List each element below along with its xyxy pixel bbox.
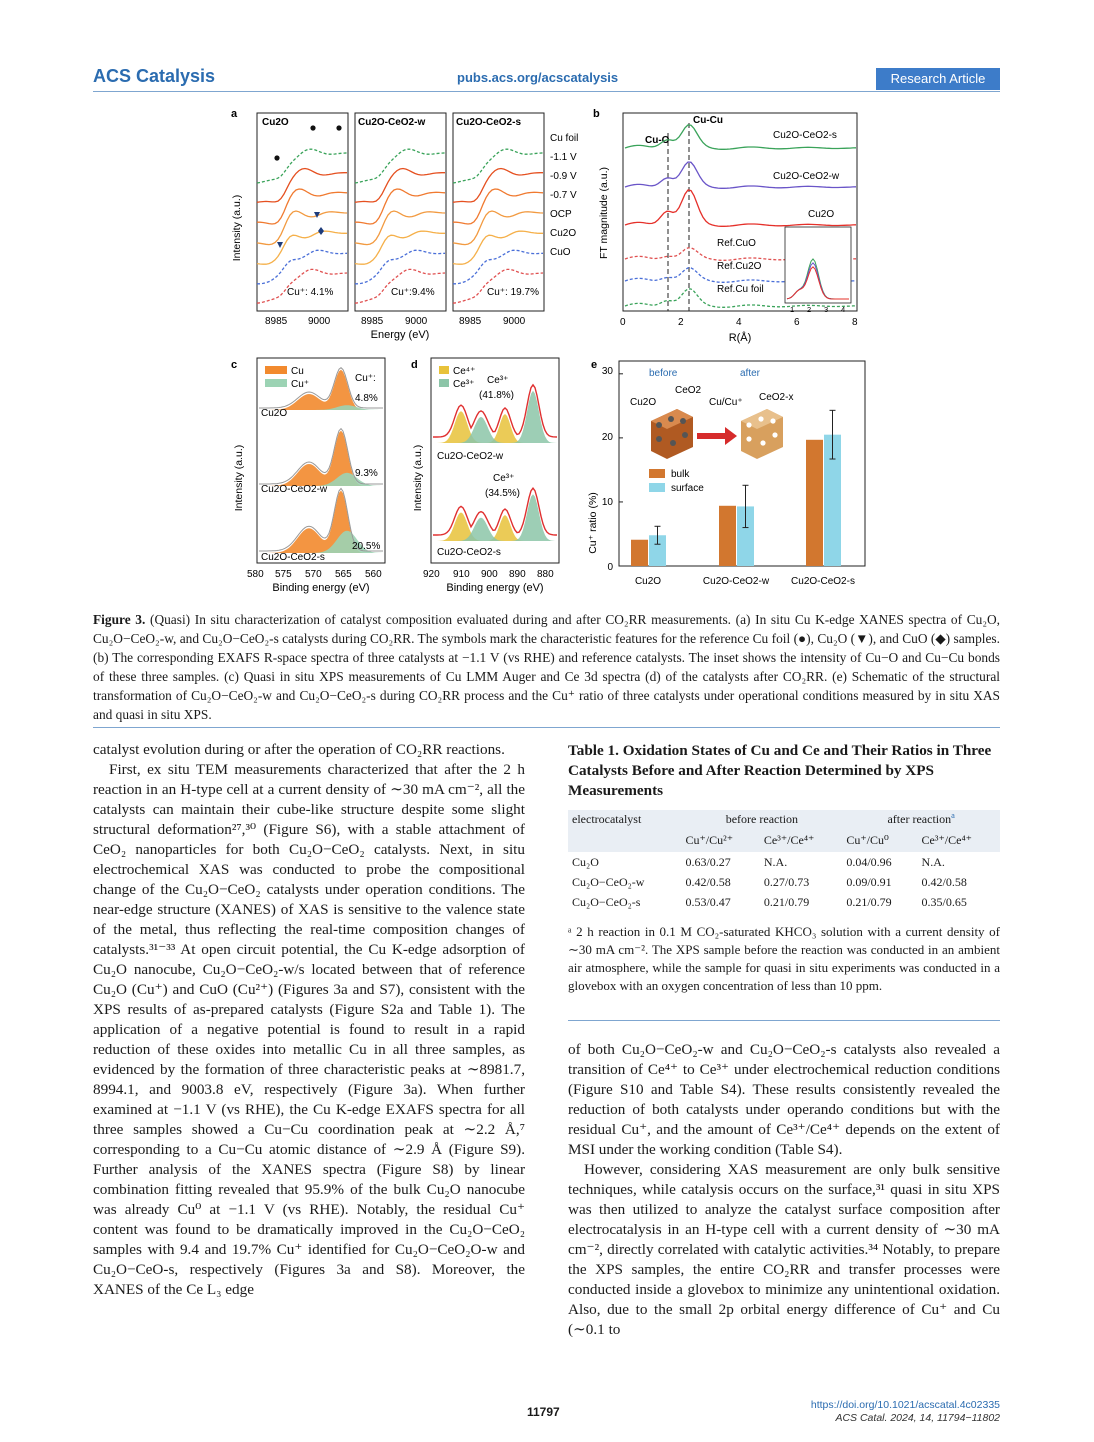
xanes-curve — [453, 211, 543, 245]
xanes-curve — [257, 149, 347, 183]
svg-text:570: 570 — [305, 569, 322, 580]
panel-d-label: d — [411, 359, 418, 371]
xanes-curve — [355, 231, 445, 264]
panel-a-tick-2a: 8985 — [361, 316, 384, 327]
panel-a-label: a — [231, 108, 238, 120]
svg-text:6: 6 — [794, 317, 800, 328]
cu2o-marker — [277, 242, 283, 248]
svg-text:910: 910 — [453, 569, 470, 580]
th-sub-1: Cu⁺/Cu²⁺ — [681, 829, 759, 852]
svg-text:Cu2O-CeO2-s: Cu2O-CeO2-s — [791, 576, 855, 587]
th-before: before reaction — [681, 810, 842, 829]
panel-b-label: b — [593, 108, 600, 120]
svg-text:0: 0 — [620, 317, 626, 328]
panel-a-title-2: Cu2O-CeO2-w — [358, 117, 426, 128]
panel-b-xlabel: R(Å) — [728, 332, 752, 344]
panel-a-annotation-3: Cu⁺: 19.7% — [487, 287, 539, 298]
marker-cu-cu: Cu-Cu — [693, 115, 723, 126]
svg-text:2: 2 — [807, 305, 812, 314]
xanes-curve — [355, 189, 445, 224]
table-rule — [568, 1020, 1000, 1021]
legend-a-5: Cu2O — [550, 228, 577, 239]
xanes-curve — [355, 250, 445, 283]
legend-a-0: Cu foil — [550, 133, 579, 144]
panel-a-ylabel: Intensity (a.u.) — [231, 194, 243, 262]
legend-c-cu-plus: Cu⁺ — [291, 379, 310, 390]
xanes-curve — [453, 169, 543, 203]
article-type-badge: Research Article — [876, 68, 1000, 90]
doi-link[interactable]: https://doi.org/10.1021/acscatal.4c02335 — [810, 1399, 1000, 1411]
panel-d-ann-4: (34.5%) — [485, 488, 521, 499]
right-paragraph-1: of both Cu₂O−CeO₂-w and Cu₂O−CeO₂-s catalysts also revealed a transition of Ce⁴⁺ to Ce³⁺ under electrochemical reduction conditions (Figure S10 and Table S4). These results consistently revealed the reduction of both catalysts under operando conditions but with the residual Cu⁺, and the amount of Ce³⁺/Ce⁴⁺ depends on the extent of MSI under the working condition (Table S4). — [568, 1041, 1000, 1158]
schematic-cube-before — [651, 409, 693, 459]
panel-c-ylabel: Intensity (a.u.) — [233, 444, 245, 512]
panel-b-xticks — [620, 317, 858, 328]
panel-d-curves — [433, 385, 557, 541]
cu-foil-marker — [310, 125, 315, 130]
xanes-curve — [257, 189, 347, 224]
panel-a-tick-3b: 9000 — [503, 316, 526, 327]
panel-a-title-1: Cu2O — [262, 117, 289, 128]
panel-d-xlabel: Binding energy (eV) — [446, 582, 544, 594]
schematic-arrow — [697, 427, 737, 445]
caption-label: Figure 3. — [93, 612, 146, 627]
cu-foil-marker — [336, 125, 341, 130]
svg-text:565: 565 — [335, 569, 352, 580]
xanes-curve — [453, 231, 543, 264]
panel-e-ylabel: Cu⁺ ratio (%) — [587, 492, 599, 554]
xanes-curve — [355, 149, 445, 183]
legend-e-surface: surface — [671, 483, 704, 494]
panel-a-xlabel: Energy (eV) — [370, 329, 430, 341]
xanes-curve — [355, 169, 445, 203]
legend-a-1: -1.1 V — [550, 152, 577, 163]
legend-a-4: OCP — [550, 209, 572, 220]
table-row: Cu₂O−CeO₂-w 0.42/0.58 0.27/0.73 0.09/0.91 0.42/0.58 — [572, 875, 967, 889]
panel-d-ann-3: Ce³⁺ — [493, 473, 515, 484]
panel-c-ratio-2: 9.3% — [355, 468, 378, 479]
legend-d-ce3: Ce³⁺ — [453, 379, 475, 390]
svg-text:8: 8 — [852, 317, 858, 328]
panel-a-tick-3a: 8985 — [459, 316, 482, 327]
journal-name[interactable]: ACS Catalysis — [93, 66, 216, 86]
left-column — [93, 740, 525, 1300]
svg-text:4: 4 — [841, 305, 846, 314]
panel-a-title-3: Cu2O-CeO2-s — [456, 117, 522, 128]
th-sub-2: Ce³⁺/Ce⁴⁺ — [760, 829, 842, 852]
th-electrocatalyst: electrocatalyst — [568, 810, 681, 829]
schematic-before: before — [649, 368, 678, 379]
series-b-0: Cu2O-CeO2-s — [773, 130, 837, 141]
legend-a-2: -0.9 V — [550, 171, 577, 182]
svg-text:4: 4 — [736, 317, 742, 328]
caption-text: (Quasi) In situ characterization of catalyst composition evaluated during and after CO₂RR measurements. (a) In situ Cu K-edge XANES spectra of Cu₂O, Cu₂O−CeO₂-w, and Cu₂O−CeO₂-s catalysts during CO₂RR. The symbols mark the characteristic features for the reference Cu foil (●), Cu₂O (▼), and CuO (◆) samples. (b) The corresponding EXAFS R-space spectra of three catalysts at −1.1 V (vs RHE) and reference catalysts. The inset shows the intensity of Cu−O and Cu−Cu bonds of these three samples. (c) Quasi in situ XPS measurements of Cu LMM Auger and Ce 3d spectra (d) of the catalysts after CO₂RR. (e) Schematic of the structural transformation of Cu₂O−CeO₂-w and Cu₂O−CeO₂-s during CO₂RR process and the Cu⁺ ratio of three catalysts under operational conditions measured by in situ XAS and quasi in situ XPS. — [93, 612, 1001, 722]
schematic-cube-after — [741, 409, 783, 459]
panel-c-sample-1: Cu2O — [261, 408, 288, 419]
panel-c-xlabel: Binding energy (eV) — [272, 582, 370, 594]
xanes-curve — [257, 250, 347, 283]
svg-text:Cu2O: Cu2O — [634, 576, 662, 587]
svg-text:900: 900 — [481, 569, 498, 580]
xanes-curve — [257, 211, 347, 245]
th-sub-3: Cu⁺/Cu⁰ — [842, 829, 917, 852]
xanes-curve — [453, 250, 543, 283]
series-b-2: Cu2O — [808, 209, 835, 220]
th-sub-4: Ce³⁺/Ce⁴⁺ — [918, 829, 1000, 852]
svg-text:20: 20 — [601, 432, 613, 443]
citation: ACS Catal. 2024, 14, 11794−11802 — [835, 1412, 1000, 1424]
footer-doi — [811, 1399, 1000, 1425]
panel-a-subpanel-2 — [355, 113, 446, 327]
legend-c-cu: Cu — [291, 366, 304, 377]
figure-caption — [93, 610, 1000, 724]
table-title: Table 1. Oxidation States of Cu and Ce and Their Ratios in Three Catalysts Before and After Reaction Determined by XPS Measurements — [568, 742, 992, 799]
th-after: after reaction$^a$ — [842, 810, 1000, 829]
journal-site-link[interactable]: pubs.acs.org/acscatalysis — [457, 70, 619, 85]
svg-text:880: 880 — [537, 569, 554, 580]
xanes-curve — [257, 169, 347, 203]
page-header — [93, 66, 1000, 92]
svg-text:1: 1 — [790, 305, 795, 314]
legend-e-bulk: bulk — [671, 469, 690, 480]
legend-a-6: CuO — [550, 247, 571, 258]
panel-c-xticks — [247, 569, 382, 580]
xanes-curve — [257, 231, 347, 264]
panel-c-label: c — [231, 359, 238, 371]
panel-d-ann-2: (41.8%) — [479, 390, 515, 401]
panel-a-subpanel-3 — [453, 113, 544, 327]
schematic-ceo2: CeO2 — [675, 385, 702, 396]
xanes-curve — [453, 189, 543, 224]
svg-text:560: 560 — [365, 569, 382, 580]
panel-c-sample-2: Cu2O-CeO2-w — [261, 484, 328, 495]
panel-c-sample-3: Cu2O-CeO2-s — [261, 552, 325, 563]
schematic-cu2o: Cu2O — [630, 397, 657, 408]
xanes-curve — [355, 211, 445, 245]
panel-e-label: e — [591, 359, 598, 371]
svg-text:2: 2 — [678, 317, 684, 328]
table-1 — [568, 810, 1000, 912]
schematic-ceo2x: CeO2-x — [759, 392, 794, 403]
bar-bulk — [806, 440, 823, 566]
caption-rule — [93, 727, 1000, 728]
cuo-marker — [318, 227, 324, 235]
svg-text:3: 3 — [824, 305, 829, 314]
right-paragraph-2: However, considering XAS measurement are only bulk sensitive techniques, while catalysis occurs on the surface,³¹ quasi in situ XPS was then utilized to analyze the catalyst surface composition after electrocatalysis in an H-type cell with a current density of ∼30 mA cm⁻², directly correlated with catalytic activities.³⁴ Notably, to prepare the XPS samples, the entire CO₂RR and transfer processes were conducted inside a glovebox to minimize any unintentional oxidation. Also, due to the small 2p orbital energy difference of Cu⁺ and Cu (∼0.1 to — [568, 1161, 1000, 1338]
bar-bulk — [719, 506, 736, 566]
panel-e-categories — [635, 576, 855, 587]
panel-d-ann-1: Ce³⁺ — [487, 375, 509, 386]
schematic-cu-cuplus: Cu/Cu⁺ — [709, 397, 743, 408]
svg-text:30: 30 — [601, 366, 613, 377]
series-b-4: Ref.Cu2O — [717, 261, 762, 272]
figure-3 — [225, 103, 870, 603]
left-paragraph-1: catalyst evolution during or after the operation of CO₂RR reactions. — [93, 741, 505, 758]
panel-d-sample-1: Cu2O-CeO2-w — [437, 451, 504, 462]
panel-e-chart — [619, 361, 865, 566]
panel-a-subpanel-1 — [257, 113, 348, 327]
panel-a-annotation-2: Cu⁺:9.4% — [391, 287, 435, 298]
page-number: 11797 — [527, 1405, 560, 1419]
figure-3-svg — [225, 103, 870, 603]
table-row: Cu₂O 0.63/0.27 N.A. 0.04/0.96 N.A. — [572, 855, 945, 869]
svg-text:10: 10 — [601, 497, 613, 508]
panel-c-ratio-1: 4.8% — [355, 393, 378, 404]
panel-d-xticks — [423, 569, 554, 580]
panel-c-ratio-3: 20.5% — [352, 541, 381, 552]
panel-a-tick-1a: 8985 — [265, 316, 288, 327]
panel-a-curves — [257, 125, 543, 303]
panel-a-annotation-1: Cu⁺: 4.1% — [287, 287, 334, 298]
panel-a-tick-2b: 9000 — [405, 316, 428, 327]
svg-text:Cu2O-CeO2-w: Cu2O-CeO2-w — [702, 576, 770, 587]
bar-bulk — [631, 540, 648, 566]
table-row: Cu₂O−CeO₂-s 0.53/0.47 0.21/0.79 0.21/0.79 0.35/0.65 — [572, 895, 967, 909]
left-paragraph-2: First, ex situ TEM measurements characterized that after the 2 h reaction in an H-type cell at a current density of ∼30 mA cm⁻², all the catalysts can maintain their cube-like structure despite some slight structural deformation²⁷,³⁰ (Figure S6), with a stable attachment of CeO₂ nanoparticles for both Cu₂O−CeO₂ catalysts. Next, in situ electrochemical XAS was conducted to probe the compositional change of the Cu₂O−CeO₂ catalysts under operation conditions. The near-edge structure (XANES) of XAS is sensitive to the valence state of the metal, thus reflecting the real-time composition changes of catalysts.³¹⁻³³ At open circuit potential, the Cu K-edge adsorption of Cu₂O nanocube, Cu₂O−CeO₂-w/s located between that of reference Cu₂O (Cu⁺) and CuO (Cu²⁺) (Figures 3a and S7), consistent with the XPS results of as-prepared catalysts (Figure S2a and Table 1). The application of a negative potential is found to result in a rapid reduction of these oxides into metallic Cu in all three samples, as evidenced by the formation of three characteristic peaks at ∼8981.7, 8994.1, and 9003.8 eV, respectively (Figure 3a). When further examined at −1.1 V (vs RHE), the Cu K-edge EXAFS spectra for all three samples showed a Cu−Cu coordination peak at ∼2.2 Å,⁷ corresponding to a Cu−Cu atomic distance of ∼2.9 Å (Figure S9). Further analysis of the XANES spectra (Figure S8) by linear combination fitting revealed that 95.9% of the bulk Cu₂O nanocube was already Cu⁰ at −1.1 V (vs RHE). Notably, the residual Cu⁺ content was found to be dramatically improved in the Cu₂O−CeO₂ samples with 9.4 and 19.7% Cu⁺ identified for Cu₂O−CeO₂O-w and Cu₂O−CeO-s, respectively (Figures 3a and S8). Moreover, the XANES of the Ce L₃ edge — [93, 761, 525, 1298]
panel-c-ratio-label: Cu⁺: — [355, 373, 376, 384]
panel-a-legend — [550, 133, 578, 258]
svg-text:890: 890 — [509, 569, 526, 580]
panel-d-ylabel: Intensity (a.u.) — [412, 444, 424, 512]
panel-d-sample-2: Cu2O-CeO2-s — [437, 547, 501, 558]
legend-a-3: -0.7 V — [550, 190, 577, 201]
xanes-curve — [453, 149, 543, 183]
panel-b-inset — [785, 227, 851, 303]
cu-foil-marker — [274, 155, 279, 160]
series-b-3: Ref.CuO — [717, 238, 756, 249]
right-column — [568, 1040, 1000, 1340]
series-b-1: Cu2O-CeO2-w — [773, 171, 840, 182]
schematic-after: after — [740, 368, 761, 379]
marker-cu-o: Cu-O — [645, 135, 670, 146]
svg-text:0: 0 — [607, 562, 613, 573]
panel-e-yticks — [602, 366, 614, 573]
svg-text:575: 575 — [275, 569, 292, 580]
svg-text:920: 920 — [423, 569, 440, 580]
panel-b-ylabel: FT magnitude (a.u.) — [598, 166, 610, 260]
panel-a-tick-1b: 9000 — [308, 316, 331, 327]
legend-d-ce4: Ce⁴⁺ — [453, 366, 476, 377]
table-footnote: ᵃ 2 h reaction in 0.1 M CO₂-saturated KHCO₃ solution with a current density of ∼30 mA cm⁻². The XPS sample before the reaction was conducted in an ambient air atmosphere, while the sample for quasi in situ experiments was conducted in a glovebox with an oxygen concentration of less than 10 ppm. — [568, 924, 1000, 993]
series-b-5: Ref.Cu foil — [717, 284, 764, 295]
svg-text:580: 580 — [247, 569, 264, 580]
